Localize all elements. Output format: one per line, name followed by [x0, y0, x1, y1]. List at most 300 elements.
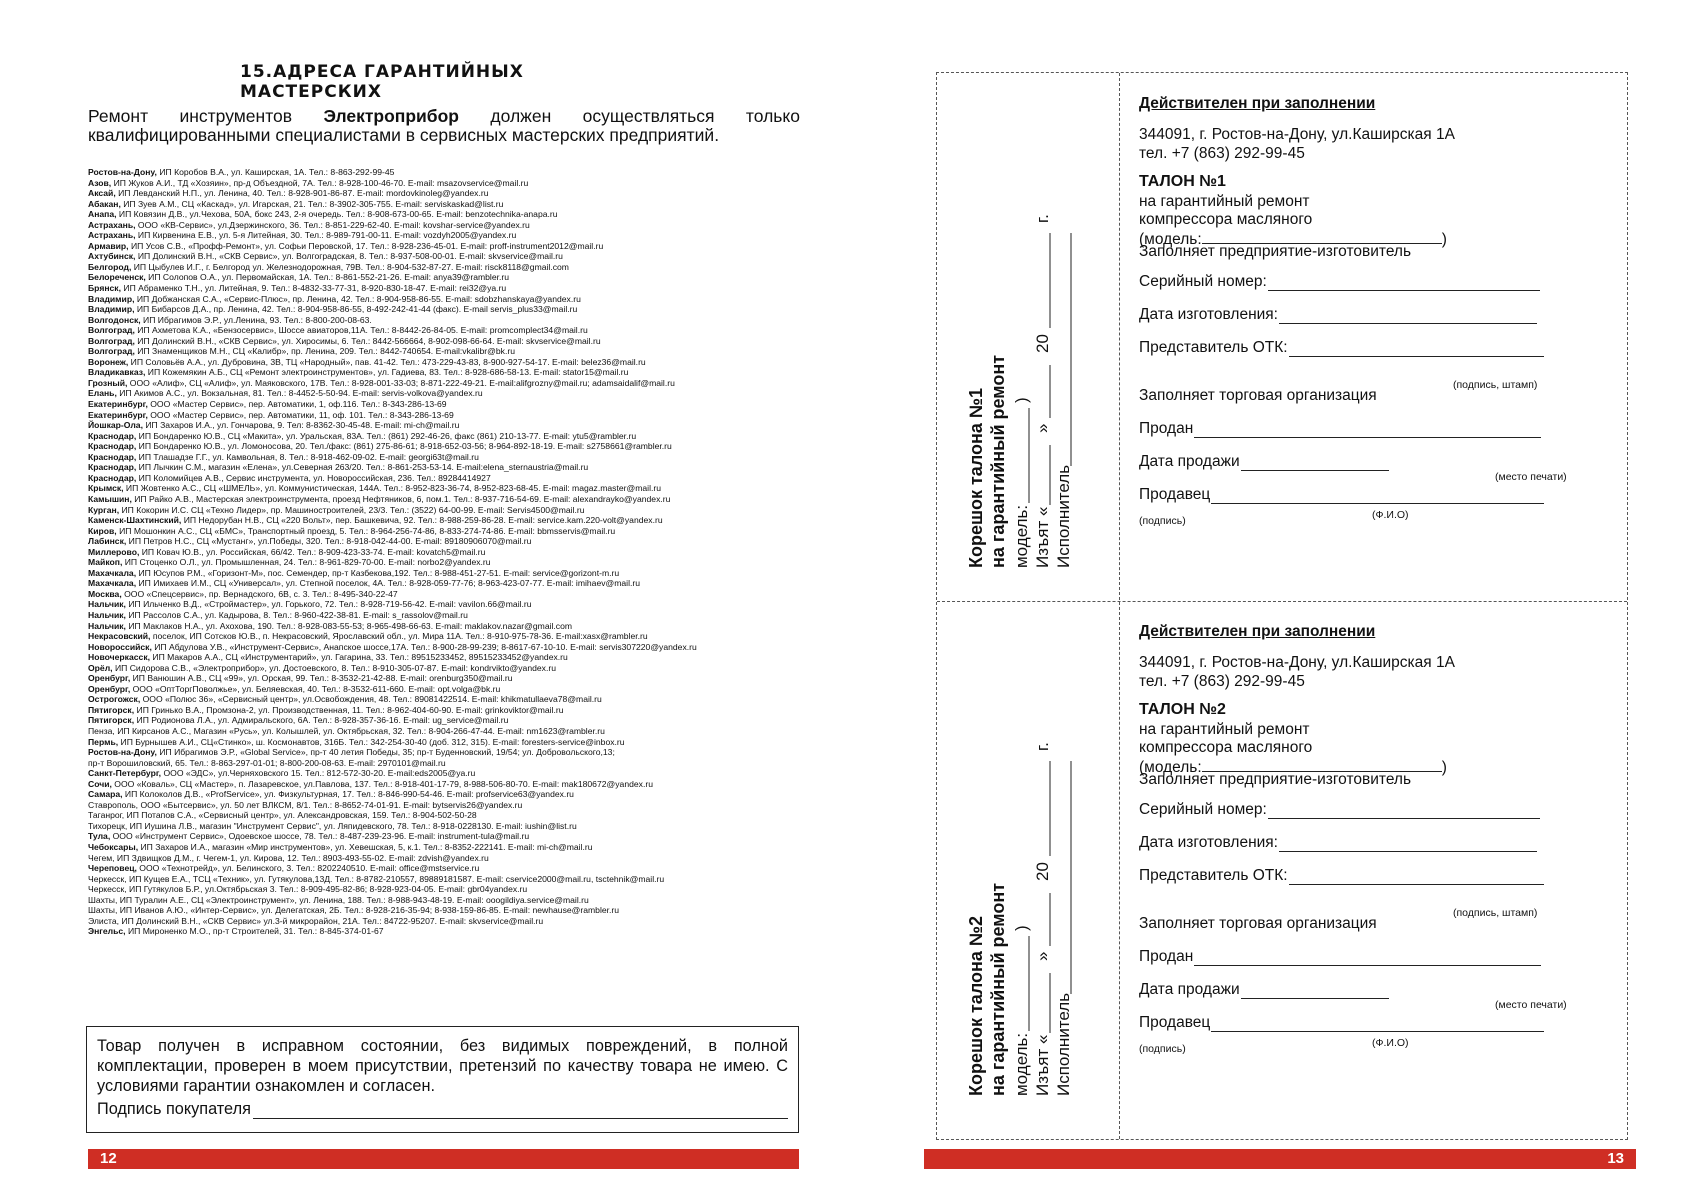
address-details: ИП Солопов О.А., ул. Первомайская, 1А. Тел.: 8-861-552-21-26. E-mail: anya39@rambler.ru [145, 272, 510, 283]
address-details: Чегем, ИП Здвищков Д.М., г. Чегем-1, ул. Кирова, 12. Тел.: 8903-493-55-02. E-mail: zdvish@yandex.ru [88, 852, 489, 863]
service-address-list [88, 167, 798, 937]
address-details: Тихорецк, ИП Иушина Л.В., магазин "Инструмент Сервис", ул. Ляпидевского, 78. Тел.: 8-918-0228130. E-mail: iushin@list.ru [88, 820, 577, 831]
address-entry [88, 536, 798, 547]
address-details: ИП Колоколов Д.В., «ProfService», ул. Физкультурная, 17. Тел.: 8-846-990-54-46. E-mail: profservice63@yandex.ru [122, 789, 574, 800]
seller-line[interactable] [1211, 1017, 1544, 1032]
address-entry [88, 747, 798, 758]
address-details: ИП Бибарсов Д.А., пр. Ленина, 42. Тел.: 8-904-958-86-55, 8-492-242-41-44 (факс). E-mail servis_plus33@mail.ru [134, 304, 578, 315]
address-city: Екатеринбург, [88, 409, 148, 420]
sale-date-field [1139, 453, 1389, 471]
address-details: ИП Рассолов С.А., ул. Кадырова, 8. Тел.: 8-960-422-38-81. E-mail: s_rassolov@mail.ru [125, 609, 468, 620]
address-entry [88, 547, 798, 558]
address-entry [88, 304, 798, 315]
address-city: Краснодар, [88, 462, 137, 473]
address-city: Острогожск, [88, 694, 141, 705]
sold-label: Продан [1139, 948, 1194, 965]
serial-number-line[interactable] [1268, 804, 1540, 819]
address-entry [88, 167, 798, 178]
seller-field [1139, 486, 1544, 504]
otk-representative-line[interactable] [1289, 870, 1544, 885]
address-details: ИП Кирвенина Е.В., ул. 5-я Литейная, 30. Тел.: 8-989-791-00-11. E-mail: vozdyh2005@yandex.ru [135, 230, 517, 241]
address-details: ИП Ванюшин А.В., СЦ «99», ул. Орская, 99. Тел.: 8-3532-21-42-88. E-mail: orenburg350@mail.ru [130, 673, 513, 684]
address-details: ООО «ОптТоргПоволжье», ул. Беляевская, 40. Тел.: 8-3532-611-660. E-mail: opt.volga@bk.ru [130, 683, 501, 694]
sign-stamp-note: (подпись, штамп) [1453, 907, 1538, 919]
address-entry [88, 831, 798, 842]
address-entry [88, 462, 798, 473]
address-city: Киров, [88, 525, 117, 536]
address-city: Санкт-Петербург, [88, 768, 162, 779]
address-entry [88, 494, 798, 505]
stub-title: Корешок талона №2 [966, 916, 986, 1096]
address-city: Камышин, [88, 493, 132, 504]
address-details: ООО «Технотрейд», ул. Белинского, 3. Тел.: 8202240510. E-mail: office@mstservice.ru [136, 863, 480, 874]
stub-year: 20 [1033, 862, 1052, 881]
address-city: Елань, [88, 388, 117, 399]
address-details: ООО «Полюс 36», «Сервисный центр», ул.Освобождения, 48. Тел.: 89081422514. E-mail: khikmatullaeva78@mail.ru [140, 694, 602, 705]
address-city: Брянск, [88, 283, 121, 294]
coupon-address-line: 344091, г. Ростов-на-Дону, ул.Каширская 1А [1139, 654, 1455, 671]
address-city: Махачкала, [88, 567, 137, 578]
stub-taken-label: Изъят « [1033, 506, 1052, 568]
address-entry [88, 188, 798, 199]
address-city: Аксай, [88, 188, 116, 199]
stub-executor-label: Исполнитель [1054, 464, 1073, 568]
manufacture-date-label: Дата изготовления: [1139, 306, 1278, 323]
address-details: ИП Коробов В.А., ул. Каширская, 1А. Тел.: 8-863-292-99-45 [156, 167, 395, 177]
address-city: Самара, [88, 789, 123, 800]
stub-paren: ) [1012, 925, 1031, 931]
coupon-desc-line: компрессора масляного [1139, 211, 1313, 228]
address-city: Ростов-на-Дону, [88, 167, 157, 177]
address-entry [88, 473, 798, 484]
model-open-label: (модель: [1139, 231, 1202, 248]
address-details: Ставрополь, ООО «Бытсервис», ул. 50 лет ВЛКСМ, 8/1. Тел.: 8-8652-74-01-91. E-mail: bytservis26@yandex.ru [88, 799, 523, 810]
model-input-line[interactable] [1202, 229, 1442, 244]
stub-model-label: модель: [1012, 504, 1031, 568]
model-close-label: ) [1441, 231, 1447, 248]
address-details: ИП Стоценко О.Л., ул. Промышленная, 24. Тел.: 8-961-829-70-00. E-mail: norbo2@yandex.ru [122, 557, 491, 568]
page-number-bar-right [924, 1149, 1636, 1169]
warranty-coupon [1139, 601, 1614, 1121]
coupon-description [1139, 721, 1447, 777]
stub-taken-label: Изъят « [1033, 1034, 1052, 1096]
address-city: Лабинск, [88, 536, 127, 547]
address-entry [88, 515, 798, 526]
address-city: Оренбург, [88, 683, 131, 694]
address-details: ИП Ибрагимов Э.Р., «Global Service», пр-т 40 летия Победы, 35; пр-т Буденновский, 19/54; ул. Добровольского,13; [156, 747, 615, 758]
address-entry [88, 694, 798, 705]
address-city: Владимир, [88, 304, 135, 315]
address-details: ИП Акимов А.С., ул. Вокзальная, 81. Тел.: 8-4452-5-50-94. E-mail: servis-volkova@yandex.ru [116, 388, 483, 399]
address-details: Элиста, ИП Долинский В.Н., «СКВ Сервис» ул.3-й микрорайон, 21А. Тел.: 84722-95207. E-mail: skvservice@mail.ru [88, 915, 544, 926]
address-details: Таганрог, ИП Потапов С.А., «Сервисный центр», ул. Александровская, 159. Тел.: 8-904-502-50-28 [88, 810, 477, 821]
fio-note: (Ф.И.О) [1372, 1037, 1409, 1049]
address-details: ИП Лычкин С.М., магазин «Елена», ул.Северная 263/20. Тел.: 8-861-253-53-14. E-mail:elena_sternaustria@mail.ru [136, 462, 589, 473]
address-entry [88, 926, 798, 937]
address-entry [88, 452, 798, 463]
stub-model-label: модель: [1012, 1032, 1031, 1096]
buyer-signature-label: Подпись покупателя [97, 1100, 251, 1118]
print-place-note: (место печати) [1495, 471, 1567, 483]
address-entry [88, 599, 798, 610]
address-entry [88, 357, 798, 368]
serial-number-field [1139, 801, 1540, 819]
seller-label: Продавец [1139, 486, 1211, 503]
coupon-valid-label: Действителен при заполнении [1139, 95, 1376, 112]
address-city: Ахтубинск, [88, 251, 136, 262]
address-city: Краснодар, [88, 472, 137, 483]
stub-year: 20 [1033, 334, 1052, 353]
address-details: ИП Родионова Л.А., ул. Адмиральского, 6А. Тел.: 8-928-357-36-16. E-mail: ug_service@mail.ru [134, 715, 509, 726]
manufacture-date-field [1139, 834, 1537, 852]
address-city: Белореченск, [88, 272, 146, 283]
address-city: Волгоград, [88, 325, 135, 336]
sold-line[interactable] [1194, 951, 1541, 966]
otk-representative-field [1139, 867, 1544, 885]
address-city: Пермь, [88, 736, 119, 747]
sold-field [1139, 420, 1541, 438]
address-details: ИП Бондаренко Ю.В., ул. Ломоносова, 20. Тел./факс: (861) 275-86-61; 8-918-652-03-56; 8-964-892-18-19. E-mail: s2758661@rambler.ru [136, 441, 672, 452]
stub-quote-close: » [1033, 423, 1052, 433]
address-details: ИП Тлашадзе Г.Г., ул. Камвольная, 8. Тел.: 8-918-462-09-02. E-mail: georgi63t@mail.ru [136, 451, 479, 462]
vertical-cut-line [1119, 73, 1120, 1139]
serial-number-label: Серийный номер: [1139, 273, 1267, 290]
address-details: ИП Ахметова К.А., «Бензосервис», Шоссе авиаторов,11А. Тел.: 8-8442-26-84-05. E-mail: promcomplect34@mail.ru [134, 325, 588, 336]
page-number-bar-left [88, 1149, 799, 1169]
address-city: Ростов-на-Дону, [88, 747, 157, 758]
address-city: Орёл, [88, 662, 113, 673]
address-entry [88, 800, 798, 811]
seller-label: Продавец [1139, 1014, 1211, 1031]
address-city: Анапа, [88, 209, 117, 220]
address-city: Сочи, [88, 778, 112, 789]
sale-date-label: Дата продажи [1139, 453, 1240, 470]
address-entry [88, 684, 798, 695]
address-city: Владимир, [88, 293, 135, 304]
address-entry [88, 346, 798, 357]
address-city: Воронеж, [88, 356, 129, 367]
address-entry [88, 663, 798, 674]
sale-date-field [1139, 981, 1389, 999]
stub-paren: ) [1012, 397, 1031, 403]
stub-subtitle: на гарантийный ремонт [988, 354, 1008, 568]
address-entry [88, 199, 798, 210]
address-entry [88, 884, 798, 895]
coupon-title: ТАЛОН №1 [1139, 173, 1226, 190]
address-entry [88, 631, 798, 642]
address-entry [88, 810, 798, 821]
address-city: Каменск-Шахтинский, [88, 515, 182, 526]
address-details: ИП Имихаев И.М., СЦ «Универсал», ул. Степной поселок, 4А. Тел.: 8-928-059-77-76; 8-963-423-07-77. E-mail: imihaev@mail.ru [136, 578, 641, 589]
address-city: Волгоград, [88, 346, 135, 357]
address-details: ИП Добжанская С.А., «Сервис-Плюс», пр. Ленина, 42. Тел.: 8-904-958-86-55. E-mail: sdobzhanskaya@yandex.ru [134, 293, 581, 304]
address-city: Екатеринбург, [88, 399, 148, 410]
intro-prefix: Ремонт инструментов [88, 106, 324, 126]
address-city: Нальчик, [88, 609, 126, 620]
trade-org-heading: Заполняет торговая организация [1139, 915, 1377, 932]
address-city: Энгельс, [88, 926, 126, 937]
address-details: ИП Абдулова У.В., «Инструмент-Сервис», Анапское шоссе,17А. Тел.: 8-900-28-99-239; 8-8617-67-10-10. E-mail: servis307220@yandex.ru [151, 641, 697, 652]
stub-year-suffix: г. [1033, 214, 1052, 223]
model-input-line[interactable] [1202, 757, 1442, 772]
sold-line[interactable] [1194, 423, 1541, 438]
manufacture-date-line[interactable] [1279, 309, 1537, 324]
address-details: ИП Захаров И.А., магазин «Мир инструментов», ул. Хевешская, 5, к.1. Тел.: 8-8352-222141. E-mail: mi-ch@mail.ru [138, 842, 593, 852]
address-entry [88, 178, 798, 189]
seller-field [1139, 1014, 1544, 1032]
sale-date-line[interactable] [1241, 984, 1389, 999]
address-details: ИП Ковач Ю.В., ул. Российская, 66/42. Тел.: 8-909-423-33-74. E-mail: kovatch5@mail.ru [139, 546, 486, 557]
address-city: Нальчик, [88, 620, 126, 631]
address-entry [88, 789, 798, 800]
address-entry [88, 853, 798, 864]
manufacturer-heading: Заполняет предприятие-изготовитель [1139, 243, 1412, 260]
fio-note: (Ф.И.О) [1372, 509, 1409, 521]
address-details: ИП Бондаренко Ю.В., СЦ «Макита», ул. Уральская, 83А. Тел.: (861) 292-46-26, факс (861) 210-13-77. E-mail: ytu5@rambler.ru [136, 430, 637, 441]
sold-label: Продан [1139, 420, 1194, 437]
address-entry [88, 842, 798, 853]
stub-title: Корешок талона №1 [966, 388, 986, 568]
address-entry [88, 251, 798, 262]
address-entry [88, 758, 798, 769]
address-entry [88, 388, 798, 399]
address-details: поселок, ИП Сотсков Ю.В., п. Некрасовский, Ярославский обл., ул. Мира 11А. Тел.: 8-910-975-78-36. E-mail:xasx@rambler.ru [150, 631, 648, 642]
buyer-signature-row [97, 1099, 788, 1119]
stub-executor-label: Исполнитель [1054, 992, 1073, 1096]
address-city: Майкоп, [88, 557, 123, 568]
address-city: Краснодар, [88, 441, 137, 452]
address-entry [88, 642, 798, 653]
address-entry [88, 420, 798, 431]
address-details: ИП Кожемякин А.Б., СЦ «Ремонт электроинструментов», ул. Гадиева, 83. Тел.: 8-928-686-58-13. E-mail: stator15@mail.ru [145, 367, 629, 378]
address-entry [88, 378, 798, 389]
address-city: Астрахань, [88, 219, 136, 230]
manufacturer-heading: Заполняет предприятие-изготовитель [1139, 771, 1412, 788]
address-city: Новороссийск, [88, 641, 152, 652]
address-entry [88, 737, 798, 748]
address-entry [88, 336, 798, 347]
intro-suffix: должен осуществляться только квалифицированными специалистами в сервисных мастерских предприятий. [88, 106, 800, 145]
address-city: Нальчик, [88, 599, 126, 610]
address-city: Некрасовский, [88, 631, 151, 642]
sale-date-label: Дата продажи [1139, 981, 1240, 998]
address-entry [88, 315, 798, 326]
buyer-confirmation-box [86, 1026, 799, 1133]
otk-representative-line[interactable] [1289, 342, 1544, 357]
address-entry [88, 283, 798, 294]
address-details: ООО «Инструмент Сервис», Одоевское шоссе, 78. Тел.: 8-487-239-23-96. E-mail: instrument-tula@mail.ru [110, 831, 530, 842]
address-entry [88, 779, 798, 790]
coupon-title: ТАЛОН №2 [1139, 701, 1226, 718]
page-number: 13 [1607, 1150, 1624, 1167]
coupon-desc-line: на гарантийный ремонт [1139, 721, 1310, 738]
address-details: ООО «КВ-Сервис», ул.Дзержинского, 36. Тел.: 8-851-229-62-40. E-mail: kovshar-service@yandex.ru [135, 219, 530, 230]
serial-number-line[interactable] [1268, 276, 1540, 291]
address-entry [88, 294, 798, 305]
address-entry [88, 441, 798, 452]
otk-representative-label: Представитель ОТК: [1139, 867, 1288, 884]
coupon-address-line: 344091, г. Ростов-на-Дону, ул.Каширская 1А [1139, 126, 1455, 143]
coupon-stub [937, 73, 1119, 601]
address-entry [88, 768, 798, 779]
trade-org-heading: Заполняет торговая организация [1139, 387, 1377, 404]
address-entry [88, 863, 798, 874]
address-details: ИП Усов С.В., «Профф-Ремонт», ул. Софьи Перовской, 17. Тел.: 8-928-236-45-01. E-mail: proff-instrument2012@mail.ru [128, 240, 604, 251]
address-details: ИП Кокорин И.С. СЦ «Техно Лидер», пр. Машиностроителей, 23/3. Тел.: (3522) 64-00-99. E-mail: Servis4500@mail.ru [119, 504, 585, 515]
address-entry [88, 272, 798, 283]
stub-subtitle: на гарантийный ремонт [988, 882, 1008, 1096]
address-details: ИП Знаменщиков М.Н., СЦ «Калибр», пр. Ленина, 209. Тел.: 8442-740654. E-mail:vkalibr@bk.ru [134, 346, 515, 357]
address-city: Волгодонск, [88, 314, 141, 325]
intro-brand: Электроприбор [323, 106, 459, 126]
address-city: Абакан, [88, 198, 121, 209]
address-entry [88, 578, 798, 589]
address-city: Йошкар-Ола, [88, 420, 143, 431]
address-entry [88, 905, 798, 916]
address-details: ИП Маклаков Н.А., ул. Ахохова, 190. Тел.: 8-928-083-55-53; 8-965-498-66-63. E-mail: maklakov.nazar@gmail.com [125, 620, 573, 631]
address-details: Шахты, ИП Иванов А.Ю., «Интер-Сервис», ул. Делегатская, 2Б. Тел.: 8-928-216-35-94; 8-938-159-86-85. E-mail: newhause@rambler.ru [88, 905, 620, 916]
stub-year-suffix: г. [1033, 742, 1052, 751]
address-details: ИП Ибрагимов Э.Р., ул.Ленина, 93. Тел.: 8-800-200-08-63. [140, 314, 372, 325]
coupon-desc-line: на гарантийный ремонт [1139, 193, 1310, 210]
address-details: ИП Жовтенко А.С., СЦ «ШМЕЛЬ», ул. Коммунистическая, 144А. Тел.: 8-952-823-36-74, 8-952-823-68-45. E-mail: magaz.master@mail.ru [123, 483, 662, 494]
address-entry [88, 431, 798, 442]
stub-quote-close: » [1033, 951, 1052, 961]
address-entry [88, 895, 798, 906]
manufacture-date-label: Дата изготовления: [1139, 834, 1278, 851]
buyer-confirmation-text: Товар получен в исправном состоянии, без видимых повреждений, в полной комплектации, проверен в моем присутствии, претензий по качеству товара не имею. С условиями гарантии ознакомлен и согласен. [97, 1037, 788, 1095]
address-city: Волгоград, [88, 335, 135, 346]
address-entry [88, 916, 798, 927]
model-open-label: (модель: [1139, 759, 1202, 776]
address-details: ИП Сидорова С.В., «Электроприбор», ул. Достоевского, 8. Тел.: 8-910-305-07-87. E-mail: kondrvikto@yandex.ru [112, 662, 556, 673]
address-entry [88, 589, 798, 600]
sold-field [1139, 948, 1541, 966]
coupon-address [1139, 125, 1455, 163]
address-details: ИП Зуев А.М., СЦ «Каскад», ул. Игарская, 21. Тел.: 8-3902-305-755. E-mail: serviskaskad@list.ru [120, 198, 504, 209]
address-city: Белгород, [88, 261, 132, 272]
sign-stamp-note: (подпись, штамп) [1453, 379, 1538, 391]
address-city: Астрахань, [88, 230, 136, 241]
address-city: Грозный, [88, 377, 128, 388]
coupon-desc-line: компрессора масляного [1139, 739, 1313, 756]
address-entry [88, 705, 798, 716]
address-city: Краснодар, [88, 430, 137, 441]
address-entry [88, 399, 798, 410]
coupon-address [1139, 653, 1455, 691]
model-close-label: ) [1441, 759, 1447, 776]
address-city: Москва, [88, 588, 122, 599]
address-entry [88, 673, 798, 684]
address-entry [88, 557, 798, 568]
address-entry [88, 220, 798, 231]
address-details: ИП Коломийцев А.В., Сервис инструмента, ул. Новороссийская, 236. Тел.: 89284414927 [136, 472, 491, 483]
address-entry [88, 621, 798, 632]
coupon-phone-line: тел. +7 (863) 292-99-45 [1139, 673, 1305, 690]
coupon-stub [937, 601, 1119, 1129]
address-details: ИП Мошонкин А.С., СЦ «БМС», Транспортный проезд, 5. Тел.: 8-964-256-74-86, 8-833-274-74-86. E-mail: bbmsservis@mail.ru [116, 525, 616, 536]
address-details: ИП Мироненко М.О., пр-т Строителей, 31. Тел.: 8-845-374-01-67 [125, 926, 384, 937]
address-details: Черкесск, ИП Кущев Е.А., ТСЦ «Техник», ул. Гутякулова,13Д. Тел.: 8-8782-210557, 89889181587. E-mail: cservice2000@mail.ru, tsctehnik@mail.ru [88, 873, 665, 884]
address-details: ИП Захаров И.А., ул. Гончарова, 9. Тел: 8-8362-30-45-48. E-mail: mi-ch@mail.ru [142, 420, 460, 431]
buyer-signature-line[interactable] [253, 1102, 788, 1119]
address-entry [88, 209, 798, 220]
coupon-phone-line: тел. +7 (863) 292-99-45 [1139, 145, 1305, 162]
coupon-valid-label: Действителен при заполнении [1139, 623, 1376, 640]
address-city: Новочеркасск, [88, 652, 151, 663]
address-details: ИП Соловьёв А.А., ул. Дубровина, 3В, ТЦ «Народный», пав. 41-42. Тел.: 473-229-43-83, 8-900-927-54-17. E-mail: belez36@mail.ru [128, 356, 646, 367]
address-city: Миллерово, [88, 546, 140, 557]
address-details: ИП Юсупов Р.М., «Горизонт-М», пос. Семендер, пр-т Казбекова,192. Тел.: 8-988-451-27-51. E-mail: service@gorizont-m.ru [136, 567, 620, 578]
address-entry [88, 726, 798, 737]
address-details: Шахты, ИП Туралин А.Е., СЦ «Электроинструмент», ул. Ленина, 188. Тел.: 8-988-943-48-19. E-mail: ooogildiya.service@mail.ru [88, 894, 589, 905]
address-details: ИП Абраменко Т.Н., ул. Литейная, 9. Тел.: 8-4832-33-77-31, 8-920-830-18-47. E-mail: rei32@ya.ru [121, 283, 507, 294]
address-details: ООО «ЭДС», ул.Черняховского 15. Тел.: 812-572-30-20. E-mail:eds2005@ya.ru [161, 768, 476, 779]
address-details: ИП Ковязин Д.В., ул.Чехова, 50А, бокс 243, 2-я очередь. Тел.: 8-908-673-00-65. E-mail: benzotechnika-anapa.ru [116, 209, 558, 220]
address-details: ИП Ильченко В.Д., «Строймастер», ул. Горького, 72. Тел.: 8-928-719-56-42. E-mail: vavilon.66@mail.ru [125, 599, 532, 610]
address-details: ИП Цыбулев И.Г., г. Белгород ул. Железнодорожная, 79В. Тел.: 8-904-532-87-27. E-mail: risck8118@gmail.com [131, 261, 569, 272]
address-entry [88, 410, 798, 421]
sale-date-line[interactable] [1241, 456, 1389, 471]
intro-paragraph [88, 107, 800, 145]
address-entry [88, 325, 798, 336]
page-number: 12 [100, 1150, 117, 1167]
address-details: ООО «Мастер Сервис», пер. Автоматики, 11, оф. 101. Тел.: 8-343-286-13-69 [147, 409, 454, 420]
address-city: Тула, [88, 831, 111, 842]
manufacture-date-line[interactable] [1279, 837, 1537, 852]
address-city: Крымск, [88, 483, 124, 494]
address-city: Армавир, [88, 240, 129, 251]
address-city: Пятигорск, [88, 704, 135, 715]
address-details: ИП Райко А.В., Мастерская электроинструмента, проезд Нефтяников, 6, пом.1. Тел.: 8-937-716-54-69. E-mail: alexandrayko@yandex.ru [131, 493, 671, 504]
signature-note: (подпись) [1139, 515, 1186, 527]
address-entry [88, 526, 798, 537]
section-title: 15.АДРЕСА ГАРАНТИЙНЫХ МАСТЕРСКИХ [240, 62, 524, 102]
otk-representative-label: Представитель ОТК: [1139, 339, 1288, 356]
coupon-description [1139, 193, 1447, 249]
address-entry [88, 568, 798, 579]
otk-representative-field [1139, 339, 1544, 357]
seller-line[interactable] [1211, 489, 1544, 504]
warranty-coupons-area [936, 72, 1628, 1140]
address-details: Пенза, ИП Кирсанов А.С., Магазин «Русь», ул. Колышлей, ул. Октябрьская, 32. Тел.: 8-904-266-47-44. E-mail: nm1623@rambler.ru [88, 725, 605, 736]
address-entry [88, 874, 798, 885]
warranty-coupon [1139, 73, 1614, 593]
address-city: Оренбург, [88, 673, 131, 684]
manufacture-date-field [1139, 306, 1537, 324]
address-details: ООО «Мастер Сервис», пер. Автоматики, 1, оф.116. Тел.: 8-343-286-13-69 [147, 399, 447, 410]
address-city: Владикавказ, [88, 367, 146, 378]
address-details: ООО «Алиф», СЦ «Алиф», ул. Маяковского, 17В. Тел.: 8-928-001-33-03; 8-871-222-49-21. E-mail:alifgrozny@mail.ru; adamsaidalif@mail.ru [127, 377, 675, 388]
address-details: ИП Петров Н.С., СЦ «Мустанг», ул.Победы, 320. Тел.: 8-918-042-44-00. E-mail: 89180906070@mail.ru [126, 536, 532, 547]
serial-number-field [1139, 273, 1540, 291]
address-details: ООО «Коваль», СЦ «Мастер», п. Лазаревское, ул.Павлова, 137. Тел.: 8-918-401-17-79, 8-988-506-80-70. E-mail: mak180672@yandex.ru [111, 778, 653, 789]
address-city: Махачкала, [88, 578, 137, 589]
address-entry [88, 505, 798, 516]
coupon-stub-svg [937, 73, 1119, 601]
address-entry [88, 230, 798, 241]
address-entry [88, 483, 798, 494]
address-city: Пятигорск, [88, 715, 135, 726]
address-details: ИП Левданский Н.П., ул. Ленина, 40. Тел.: 8-928-901-86-87. E-mail: mordovkinoleg@yandex.ru [115, 188, 489, 199]
address-city: Чебоксары, [88, 842, 139, 852]
address-entry [88, 262, 798, 273]
address-entry [88, 715, 798, 726]
signature-note: (подпись) [1139, 1043, 1186, 1055]
address-entry [88, 821, 798, 832]
serial-number-label: Серийный номер: [1139, 801, 1267, 818]
address-city: Краснодар, [88, 451, 137, 462]
